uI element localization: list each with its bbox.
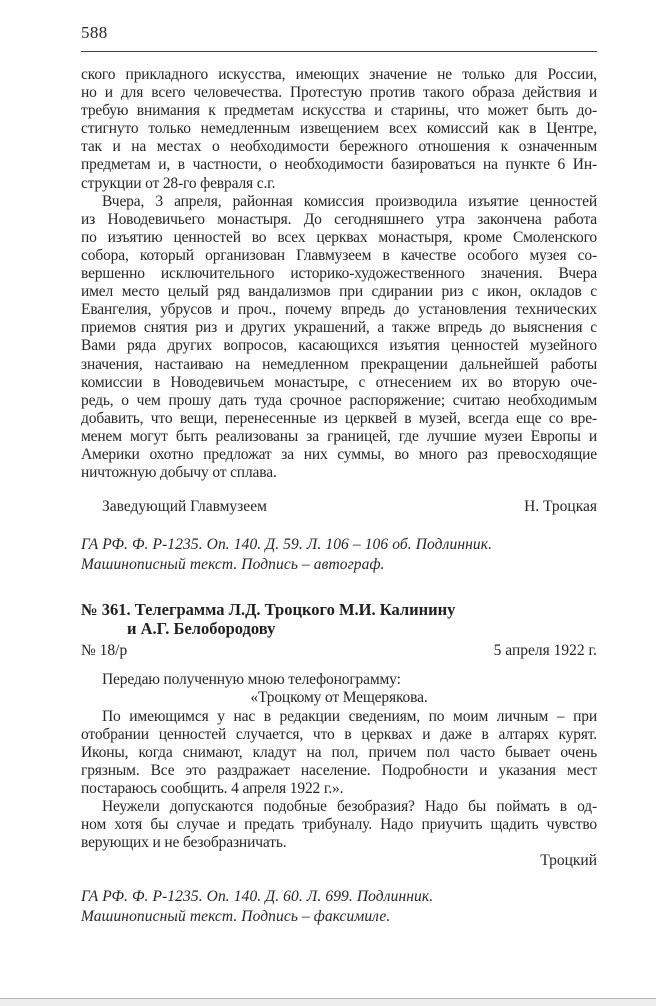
document-361-telegram xyxy=(81,600,597,927)
text-line: отобрании ценностей случается, что в церквах и даже в алтарях курят. xyxy=(81,725,597,743)
telegram-archive-reference xyxy=(81,887,597,927)
text-line: из Новодевичьего монастыря. До сегодняшнего утра закончена работа xyxy=(81,210,597,228)
text-line: по изъятию ценностей во всех церквах монастыря, кроме Смоленского xyxy=(81,228,597,246)
document-date: 5 апреля 1922 г. xyxy=(493,642,597,660)
telegram-paragraph-3 xyxy=(81,798,597,852)
text-line: комиссии в Новодевичьем монастыре, с отнесением их во вторую оче- xyxy=(81,373,597,391)
archive-reference-line: ГА РФ. Ф. Р-1235. Оп. 140. Д. 59. Л. 106 – 106 об. Подлинник. xyxy=(81,536,493,554)
text-line: Вами ряда других вопросов, касающихся изъятия ценностей музейного xyxy=(81,337,597,355)
number-date-row xyxy=(81,642,597,660)
letter-signature-row xyxy=(81,498,597,516)
text-line: но и для всего человечества. Протестую против такого образа действия и xyxy=(81,84,597,102)
text-line: Неужели допускаются подобные безобразия? Надо бы поймать в од- xyxy=(102,798,597,815)
text-line: редь, о чем прошу дать туда срочное распоряжение; считаю необходимым xyxy=(81,391,597,409)
header-rule xyxy=(81,51,597,52)
text-line: собора, который организован Главмузеем в качестве особого музея со- xyxy=(81,246,597,264)
telegram-paragraph-2 xyxy=(81,708,597,798)
telegram-paragraph-1 xyxy=(81,671,597,689)
text-line: менем могут быть реализованы за границей, где лучшие музеи Европы и xyxy=(81,427,597,445)
text-line: ничтожную добычу от сплава. xyxy=(81,464,277,482)
bottom-edge xyxy=(0,998,656,1006)
archive-reference-line: Машинописный текст. Подпись – автограф. xyxy=(81,556,385,574)
text-line: По имеющимся у нас в редакции сведениям, по моим личным – при xyxy=(102,707,597,725)
text-line: предметам и, в частности, о необходимости базироваться на пункте 6 Ин- xyxy=(81,156,597,174)
text-line: требую внимания к предметам искусства и старины, что может быть до- xyxy=(81,102,597,120)
document-heading-line: и А.Г. Белобородову xyxy=(127,619,276,639)
document-360-letter xyxy=(81,66,597,575)
text-line: верующих и не безобразничать. xyxy=(81,834,287,852)
document-heading xyxy=(81,600,597,638)
letter-archive-reference xyxy=(81,535,597,575)
text-line: струкции от 28-го февраля с.г. xyxy=(81,174,276,192)
document-number: № 18/р xyxy=(81,642,128,660)
text-line: вершенно исключительного историко-художественного значения. Вчера xyxy=(81,265,597,283)
archive-reference-line: Машинописный текст. Подпись – факсимиле. xyxy=(81,908,391,926)
signature-role: Заведующий Главмузеем xyxy=(102,498,267,516)
text-line: Америки охотно предложат за них суммы, во много раз превосходящие xyxy=(81,445,597,463)
signature-name: Н. Троцкая xyxy=(524,498,597,516)
telegram-quote-opening: «Троцкому от Мещерякова. xyxy=(250,689,428,707)
text-line: ского прикладного искусства, имеющих значение не только для России, xyxy=(81,66,597,83)
text-line: приемов снятия риз и других украшений, а также впредь до выяснения с xyxy=(81,319,597,337)
text-line: Вчера, 3 апреля, районная комиссия производила изъятие ценностей xyxy=(102,192,597,210)
text-line: имел место целый ряд вандализмов при сдирании риз с икон, окладов с xyxy=(81,283,597,301)
archive-reference-line: ГА РФ. Ф. Р-1235. Оп. 140. Д. 60. Л. 699. Подлинник. xyxy=(81,888,434,906)
letter-paragraph-2 xyxy=(81,193,597,483)
text-line: стигнуто только немедленным извещением всех комиссий как в Центре, xyxy=(81,120,597,138)
text-line: Передаю полученную мною телефонограмму: xyxy=(102,671,401,689)
page-number: 588 xyxy=(81,23,108,42)
text-line: Иконы, когда снимают, кладут на пол, причем пол часто бывает очень xyxy=(81,743,597,761)
document-heading-line: № 361. Телеграмма Л.Д. Троцкого М.И. Калинину xyxy=(81,600,456,620)
text-line: так и на местах о необходимости бережного отношения к означенным xyxy=(81,138,597,156)
letter-paragraph-continuation xyxy=(81,66,597,193)
page-content xyxy=(81,66,597,927)
text-line: ном хотя бы случае и предать трибуналу. Надо приучить щадить чувство xyxy=(81,816,597,834)
signature-name: Троцкий xyxy=(540,852,597,870)
text-line: постараюсь сообщить. 4 апреля 1922 г.». xyxy=(81,779,344,797)
text-line: добавить, что вещи, перенесенные из церквей в музей, всегда еще со вре- xyxy=(81,409,597,427)
text-line: значения, настаиваю на немедленном прекращении дальнейшей работы xyxy=(81,355,597,373)
text-line: Евангелия, убрусов и проч., почему впредь до установления технических xyxy=(81,301,597,319)
text-line: грязным. Все это раздражает население. Подробности и указания мест xyxy=(81,761,597,779)
